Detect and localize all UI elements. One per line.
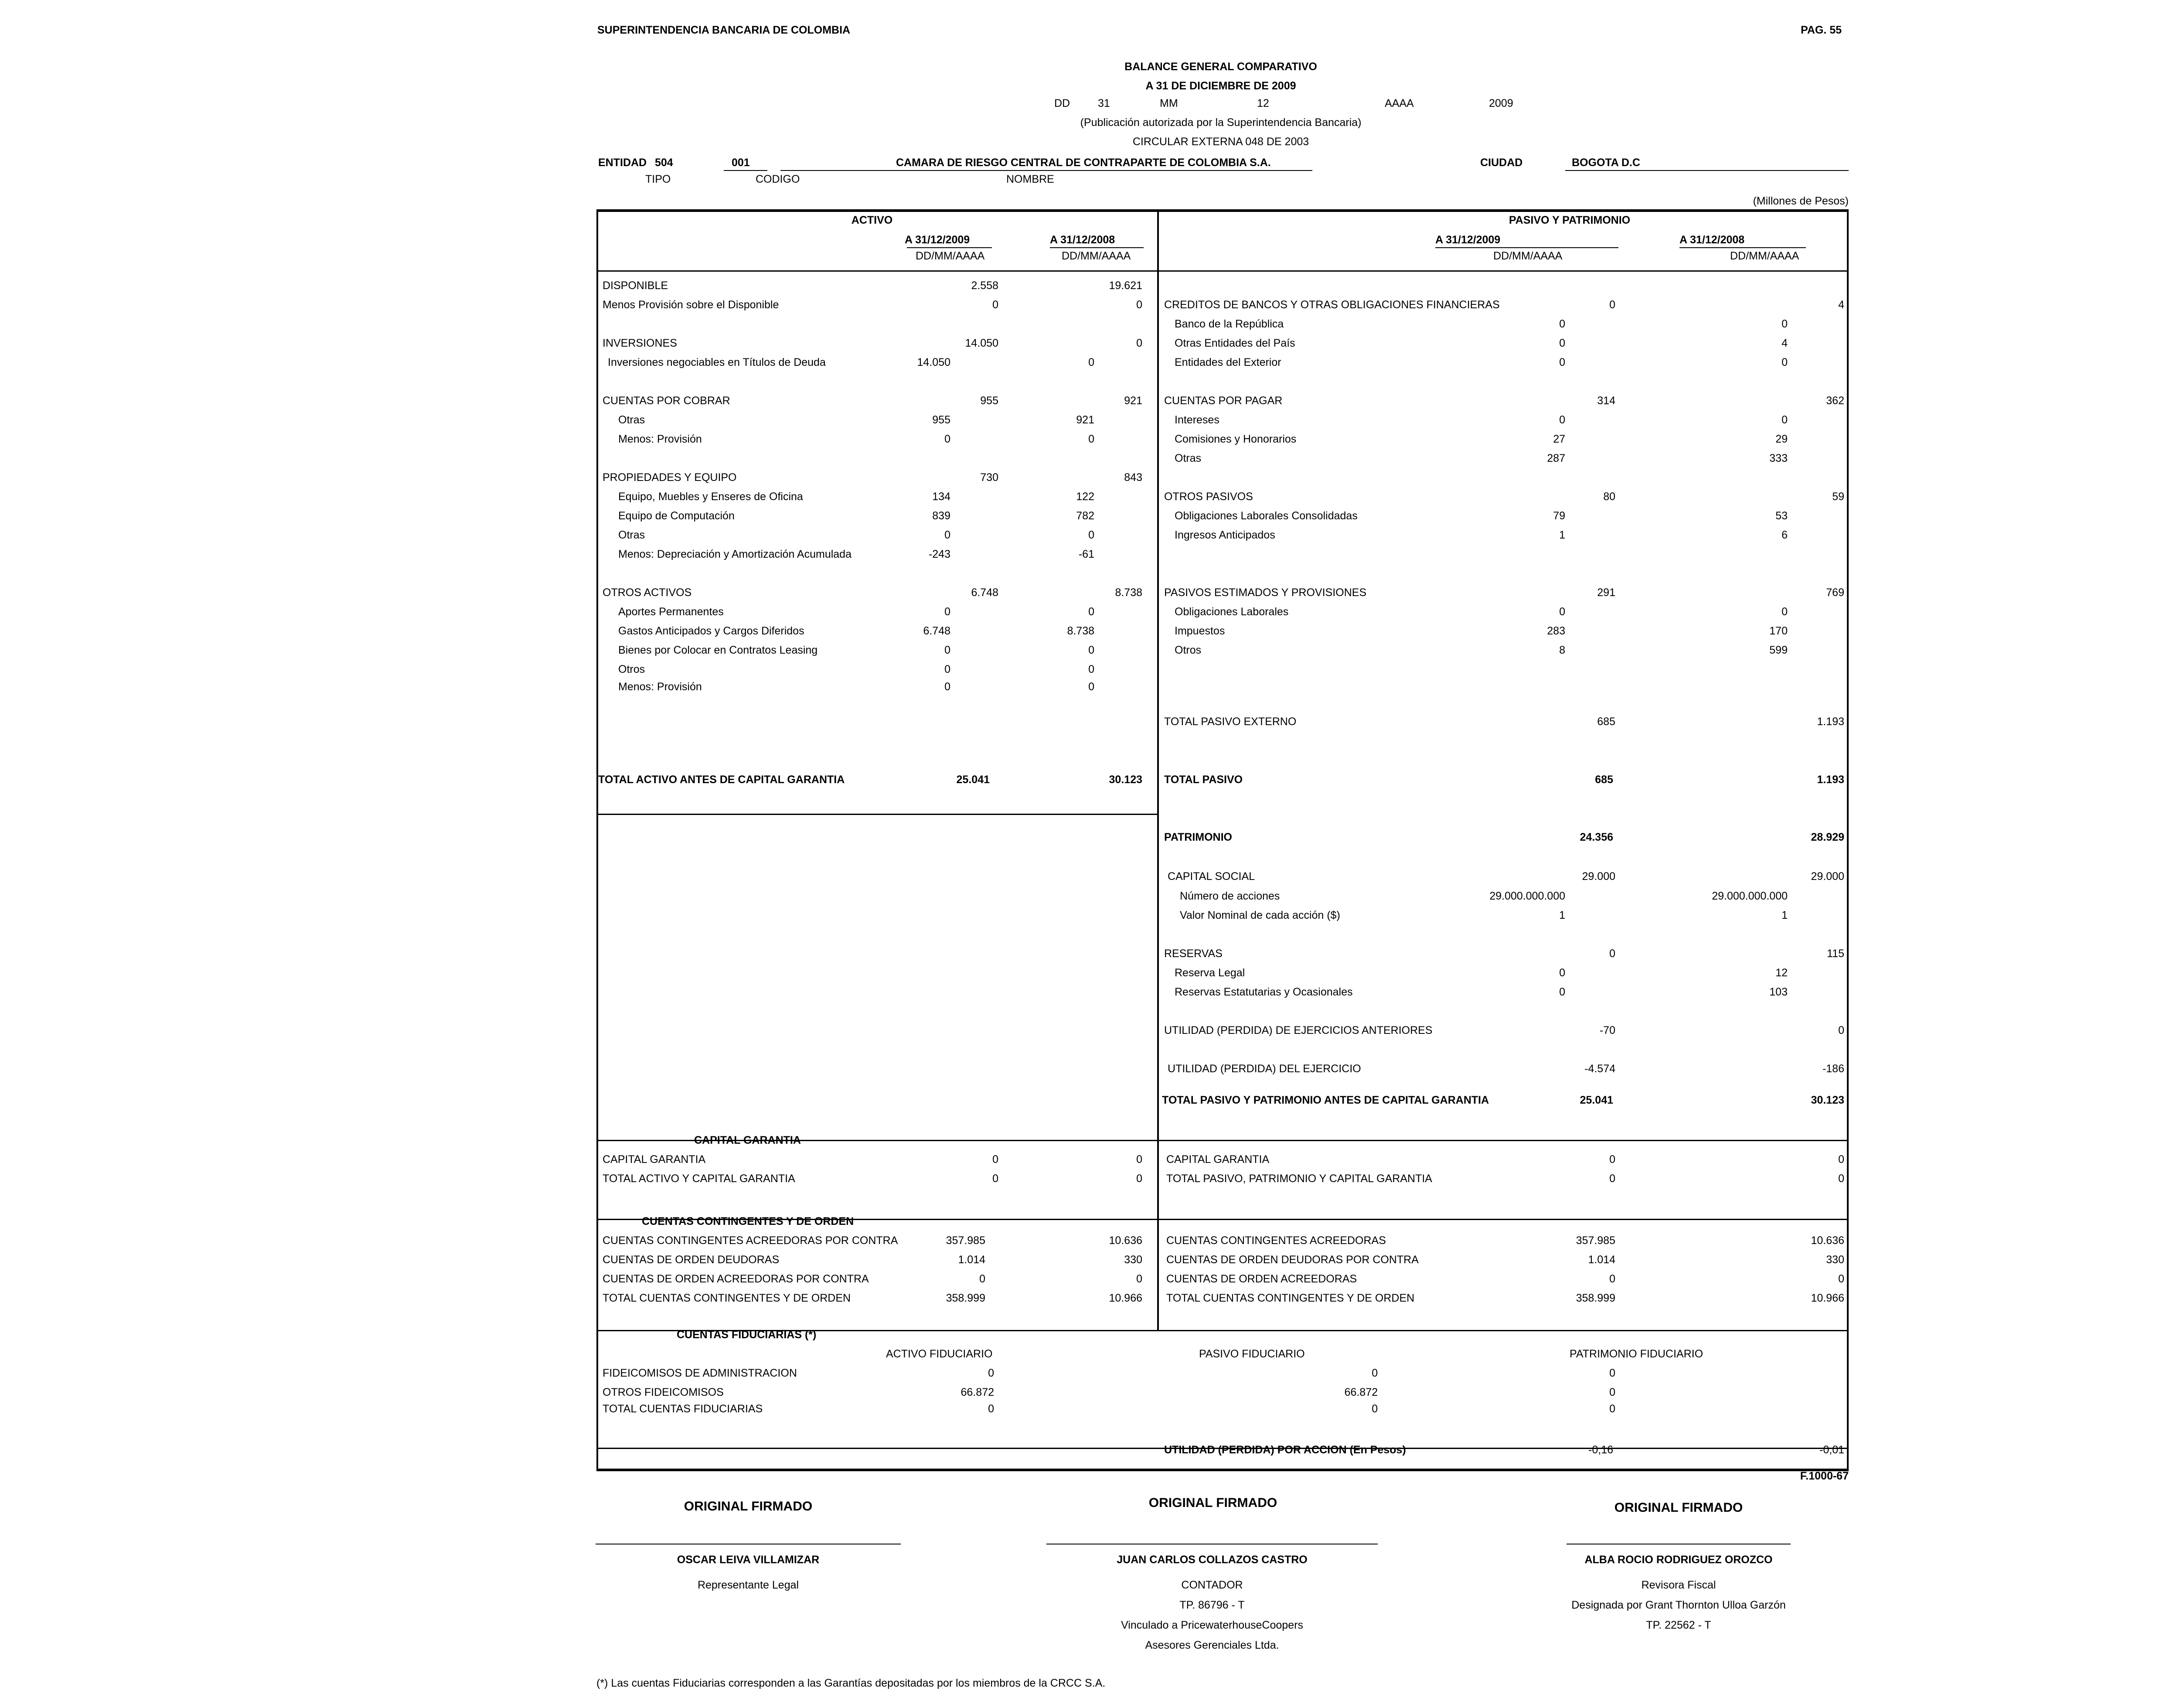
table-center-divider [1157, 209, 1159, 1331]
patrimonio-row-label: Reservas Estatutarias y Ocasionales [1175, 986, 1353, 998]
org-name: SUPERINTENDENCIA BANCARIA DE COLOMBIA [597, 24, 851, 36]
entity-label: ENTIDAD [598, 157, 647, 169]
contingentes-left-2009: 357.985 [946, 1234, 985, 1247]
pasivo-row-label: Obligaciones Laborales [1175, 606, 1289, 618]
capital-right-2-2008: 0 [1838, 1173, 1844, 1185]
activo-row-label: DISPONIBLE [603, 280, 668, 292]
capital-right-label-1: CAPITAL GARANTIA [1166, 1153, 1270, 1166]
pasivo-col2-underline [1679, 247, 1806, 248]
activo-row-label: Equipo, Muebles y Enseres de Oficina [618, 491, 803, 503]
pasivo-row-sub-2009: 27 [1553, 433, 1565, 445]
patrimonio-row-total-2009: 29.000 [1582, 870, 1615, 883]
activo-col1-header: A 31/12/2009 [905, 234, 970, 246]
form-code: F.1000-67 [1800, 1470, 1849, 1482]
activo-row-label: INVERSIONES [603, 337, 677, 349]
pasivo-row-sub-2009: 0 [1559, 337, 1565, 349]
contingentes-right-2009: 1.014 [1588, 1254, 1615, 1266]
patrimonio-row-sub-2008: 1 [1781, 909, 1788, 921]
pasivo-col2-header: A 31/12/2008 [1679, 234, 1745, 246]
activo-row-total-2009: 730 [980, 471, 998, 484]
mm-label: MM [1160, 97, 1178, 109]
pasivo-row-label: OTROS PASIVOS [1164, 491, 1253, 503]
pasivo-row-total-2008: 1.193 [1817, 716, 1844, 728]
pasivo-row-sub-2009: 0 [1559, 318, 1565, 330]
activo-row-sub-2009: 14.050 [917, 356, 950, 368]
activo-row-sub-2008: 0 [1088, 663, 1094, 675]
codigo-caption: CODIGO [756, 173, 800, 185]
patrimonio-2008: 28.929 [1811, 831, 1844, 843]
pasivo-row-sub-2008: 29 [1775, 433, 1788, 445]
activo-row-sub-2009: 839 [932, 510, 950, 522]
activo-col2-underline [1050, 247, 1144, 248]
contingentes-right-label: CUENTAS DE ORDEN ACREEDORAS [1166, 1273, 1357, 1285]
signature-2-role: CONTADOR [1181, 1579, 1243, 1591]
activo-total-2009: 25.041 [956, 774, 990, 786]
dd-label: DD [1054, 97, 1070, 109]
activo-total-2008: 30.123 [1109, 774, 1142, 786]
activo-row-sub-2008: 0 [1088, 529, 1094, 541]
contingentes-right-2009: 0 [1609, 1273, 1615, 1285]
capital-left-label-1: CAPITAL GARANTIA [603, 1153, 706, 1166]
pasivo-row-label: Otras Entidades del País [1175, 337, 1295, 349]
pasivo-row-label: CREDITOS DE BANCOS Y OTRAS OBLIGACIONES FINANCIERAS [1164, 299, 1500, 311]
activo-total-line [596, 814, 1159, 815]
total-pasivo-2008: 1.193 [1817, 774, 1844, 786]
contingentes-right-label: TOTAL CUENTAS CONTINGENTES Y DE ORDEN [1166, 1292, 1415, 1304]
activo-col1-format: DD/MM/AAAA [916, 250, 985, 262]
pasivo-row-sub-2009: 79 [1553, 510, 1565, 522]
pasivo-row-label: Otras [1175, 452, 1202, 464]
pasivo-row-label: Obligaciones Laborales Consolidadas [1175, 510, 1358, 522]
signature-2-name: JUAN CARLOS COLLAZOS CASTRO [1117, 1554, 1308, 1566]
activo-row-total-2009: 0 [992, 299, 998, 311]
entity-nombre: CAMARA DE RIESGO CENTRAL DE CONTRAPARTE DE COLOMBIA S.A. [896, 157, 1271, 169]
fiduciarias-patrimonio-header: PATRIMONIO FIDUCIARIO [1570, 1348, 1703, 1360]
pasivo-row-sub-2009: 0 [1559, 606, 1565, 618]
pasivo-patrimonio-total-2008: 30.123 [1811, 1094, 1844, 1106]
capital-right-1-2009: 0 [1609, 1153, 1615, 1166]
entity-tipo: 504 [655, 157, 673, 169]
contingentes-right-2008: 10.636 [1811, 1234, 1844, 1247]
fiduciarias-title: CUENTAS FIDUCIARIAS (*) [677, 1329, 817, 1341]
contingentes-right-label: CUENTAS CONTINGENTES ACREEDORAS [1166, 1234, 1386, 1247]
pasivo-row-label: Comisiones y Honorarios [1175, 433, 1297, 445]
signature-2-tp: TP. 86796 - T [1179, 1599, 1245, 1611]
capital-left-2-2008: 0 [1136, 1173, 1142, 1185]
pasivo-row-sub-2008: 0 [1781, 318, 1788, 330]
publication-note: (Publicación autorizada por la Superintendencia Bancaria) [1080, 116, 1362, 129]
activo-row-label: CUENTAS POR COBRAR [603, 395, 730, 407]
contingentes-left-label: CUENTAS CONTINGENTES ACREEDORAS POR CONTRA [603, 1234, 898, 1247]
activo-row-sub-2008: 8.738 [1067, 625, 1094, 637]
contingentes-left-2009: 0 [979, 1273, 985, 1285]
pasivo-row-label: PASIVOS ESTIMADOS Y PROVISIONES [1164, 586, 1367, 599]
contingentes-title: CUENTAS CONTINGENTES Y DE ORDEN [642, 1215, 854, 1227]
patrimonio-row-label: Valor Nominal de cada acción ($) [1180, 909, 1340, 921]
patrimonio-row-sub-2008: 29.000.000.000 [1712, 890, 1788, 902]
dd-value: 31 [1098, 97, 1110, 109]
activo-row-sub-2009: 955 [932, 414, 950, 426]
pasivo-row-sub-2008: 0 [1781, 356, 1788, 368]
pasivo-row-total-2009: 685 [1597, 716, 1615, 728]
pasivo-row-total-2008: 769 [1826, 586, 1844, 599]
capital-left-1-2009: 0 [992, 1153, 998, 1166]
activo-row-total-2009: 14.050 [965, 337, 998, 349]
total-pasivo-2009: 685 [1595, 774, 1613, 786]
pasivo-patrimonio-total-label: TOTAL PASIVO Y PATRIMONIO ANTES DE CAPITAL GARANTIA [1162, 1094, 1489, 1106]
contingentes-left-label: CUENTAS DE ORDEN ACREEDORAS POR CONTRA [603, 1273, 869, 1285]
contingentes-left-label: TOTAL CUENTAS CONTINGENTES Y DE ORDEN [603, 1292, 851, 1304]
activo-row-sub-2009: 0 [944, 663, 950, 675]
activo-row-sub-2009: 6.748 [923, 625, 950, 637]
pasivo-row-total-2008: 59 [1832, 491, 1844, 503]
pasivo-row-total-2009: 0 [1609, 299, 1615, 311]
activo-row-total-2009: 2.558 [971, 280, 998, 292]
pasivo-row-sub-2009: 1 [1559, 529, 1565, 541]
pasivo-row-total-2008: 362 [1826, 395, 1844, 407]
pasivo-row-sub-2009: 0 [1559, 356, 1565, 368]
contingentes-right-label: CUENTAS DE ORDEN DEUDORAS POR CONTRA [1166, 1254, 1419, 1266]
header-bottom-line [596, 270, 1849, 272]
fiduciarias-pasivo-value: 66.872 [1344, 1386, 1378, 1398]
patrimonio-row-label: Reserva Legal [1175, 967, 1245, 979]
patrimonio-row-total-2008: -186 [1822, 1063, 1844, 1075]
patrimonio-row-sub-2008: 12 [1775, 967, 1788, 979]
mm-value: 12 [1257, 97, 1269, 109]
signature-3-tp: TP. 22562 - T [1646, 1619, 1711, 1631]
contingentes-right-2008: 0 [1838, 1273, 1844, 1285]
pasivo-row-sub-2008: 4 [1781, 337, 1788, 349]
capital-right-label-2: TOTAL PASIVO, PATRIMONIO Y CAPITAL GARANTIA [1166, 1173, 1432, 1185]
signature-2-affiliation: Vinculado a PricewaterhouseCoopers [1121, 1619, 1303, 1631]
table-left-border [596, 209, 598, 1471]
fiduciarias-patrimonio-value: 0 [1609, 1386, 1615, 1398]
patrimonio-row-label: Número de acciones [1180, 890, 1280, 902]
pasivo-row-sub-2009: 283 [1547, 625, 1565, 637]
contingentes-left-2009: 1.014 [958, 1254, 985, 1266]
activo-row-sub-2008: 122 [1076, 491, 1094, 503]
utilidad-accion-2009: -0,16 [1588, 1444, 1613, 1456]
pasivo-row-sub-2008: 0 [1781, 606, 1788, 618]
city-label: CIUDAD [1480, 157, 1523, 169]
pasivo-row-total-2008: 4 [1838, 299, 1844, 311]
contingentes-left-2008: 0 [1136, 1273, 1142, 1285]
pasivo-row-total-2009: 314 [1597, 395, 1615, 407]
fiduciarias-row-label: FIDEICOMISOS DE ADMINISTRACION [603, 1367, 797, 1379]
activo-row-sub-2009: 134 [932, 491, 950, 503]
pasivo-row-sub-2008: 333 [1769, 452, 1788, 464]
fiduciarias-activo-header: ACTIVO FIDUCIARIO [886, 1348, 993, 1360]
activo-row-label: Aportes Permanentes [618, 606, 724, 618]
activo-row-total-2008: 0 [1136, 299, 1142, 311]
report-title: BALANCE GENERAL COMPARATIVO [1124, 61, 1317, 73]
patrimonio-row-total-2008: 0 [1838, 1024, 1844, 1036]
patrimonio-label: PATRIMONIO [1164, 831, 1233, 843]
patrimonio-row-total-2009: 0 [1609, 948, 1615, 960]
patrimonio-row-sub-2009: 0 [1559, 967, 1565, 979]
pasivo-col2-format: DD/MM/AAAA [1730, 250, 1799, 262]
activo-col1-underline [907, 247, 992, 248]
capital-left-label-2: TOTAL ACTIVO Y CAPITAL GARANTIA [603, 1173, 795, 1185]
fiduciarias-activo-value: 0 [988, 1367, 994, 1379]
activo-row-label: Otras [618, 529, 645, 541]
pasivo-row-label: TOTAL PASIVO EXTERNO [1164, 716, 1297, 728]
patrimonio-row-sub-2009: 1 [1559, 909, 1565, 921]
fiduciarias-row-label: TOTAL CUENTAS FIDUCIARIAS [603, 1403, 763, 1415]
pasivo-row-total-2009: 80 [1603, 491, 1615, 503]
pasivo-row-label: Ingresos Anticipados [1175, 529, 1275, 541]
fiduciarias-pasivo-value: 0 [1372, 1403, 1378, 1415]
tipo-caption: TIPO [645, 173, 671, 185]
pasivo-row-sub-2009: 287 [1547, 452, 1565, 464]
signature-1-role: Representante Legal [697, 1579, 799, 1591]
fiduciarias-activo-value: 66.872 [961, 1386, 994, 1398]
patrimonio-2009: 24.356 [1580, 831, 1613, 843]
units-note: (Millones de Pesos) [1753, 195, 1849, 207]
contingentes-left-2008: 10.636 [1109, 1234, 1142, 1247]
patrimonio-row-total-2009: -70 [1599, 1024, 1615, 1036]
pasivo-col1-header: A 31/12/2009 [1435, 234, 1501, 246]
patrimonio-row-total-2008: 115 [1827, 948, 1844, 960]
activo-row-label: Menos: Depreciación y Amortización Acumulada [618, 548, 852, 560]
pasivo-row-sub-2008: 170 [1769, 625, 1788, 637]
activo-row-label: Gastos Anticipados y Cargos Diferidos [618, 625, 804, 637]
activo-row-sub-2008: 0 [1088, 606, 1094, 618]
fiduciarias-pasivo-header: PASIVO FIDUCIARIO [1199, 1348, 1305, 1360]
pasivo-row-sub-2008: 0 [1781, 414, 1788, 426]
activo-row-sub-2008: 0 [1088, 681, 1094, 693]
table-top-border [596, 209, 1849, 212]
fiduciarias-patrimonio-value: 0 [1609, 1403, 1615, 1415]
contingentes-left-2009: 358.999 [946, 1292, 985, 1304]
activo-row-total-2008: 843 [1124, 471, 1142, 484]
contingentes-right-2008: 330 [1826, 1254, 1844, 1266]
pasivo-title: PASIVO Y PATRIMONIO [1509, 214, 1631, 226]
activo-col2-format: DD/MM/AAAA [1062, 250, 1131, 262]
patrimonio-row-sub-2009: 0 [1559, 986, 1565, 998]
pasivo-row-label: Impuestos [1175, 625, 1225, 637]
activo-col2-header: A 31/12/2008 [1050, 234, 1115, 246]
pasivo-row-label: Intereses [1175, 414, 1219, 426]
pasivo-row-sub-2008: 6 [1781, 529, 1788, 541]
activo-row-label: OTROS ACTIVOS [603, 586, 692, 599]
activo-row-total-2008: 0 [1136, 337, 1142, 349]
city-underline [1565, 170, 1849, 171]
activo-row-label: Menos: Provisión [618, 433, 702, 445]
page-number: PAG. 55 [1801, 24, 1842, 36]
pasivo-col1-format: DD/MM/AAAA [1493, 250, 1563, 262]
activo-row-label: Equipo de Computación [618, 510, 735, 522]
activo-row-total-2008: 8.738 [1115, 586, 1142, 599]
patrimonio-row-label: RESERVAS [1164, 948, 1223, 960]
table-right-border [1847, 209, 1849, 1471]
fiduciarias-pasivo-value: 0 [1372, 1367, 1378, 1379]
signature-2-affiliation-2: Asesores Gerenciales Ltda. [1145, 1639, 1279, 1651]
circular-note: CIRCULAR EXTERNA 048 DE 2003 [1132, 136, 1309, 148]
signature-3-name: ALBA ROCIO RODRIGUEZ OROZCO [1584, 1554, 1773, 1566]
contingentes-right-2009: 358.999 [1576, 1292, 1615, 1304]
contingentes-right-2008: 10.966 [1811, 1292, 1844, 1304]
activo-row-sub-2009: 0 [944, 433, 950, 445]
signature-1-status: ORIGINAL FIRMADO [684, 1499, 813, 1514]
capital-right-2-2009: 0 [1609, 1173, 1615, 1185]
pasivo-col1-underline [1435, 247, 1618, 248]
patrimonio-row-label: UTILIDAD (PERDIDA) DE EJERCICIOS ANTERIORES [1164, 1024, 1433, 1036]
activo-row-sub-2009: 0 [944, 529, 950, 541]
report-date: A 31 DE DICIEMBRE DE 2009 [1145, 80, 1296, 92]
capital-title: CAPITAL GARANTIA [694, 1134, 801, 1146]
patrimonio-row-total-2009: -4.574 [1584, 1063, 1615, 1075]
activo-row-sub-2008: 782 [1076, 510, 1094, 522]
patrimonio-row-label: CAPITAL SOCIAL [1168, 870, 1255, 883]
pasivo-row-label: Entidades del Exterior [1175, 356, 1281, 368]
capital-right-1-2008: 0 [1838, 1153, 1844, 1166]
patrimonio-row-sub-2008: 103 [1769, 986, 1788, 998]
activo-row-sub-2008: 921 [1076, 414, 1094, 426]
activo-total-label: TOTAL ACTIVO ANTES DE CAPITAL GARANTIA [598, 774, 845, 786]
activo-row-label: Otros [618, 663, 645, 675]
pasivo-row-label: Banco de la República [1175, 318, 1284, 330]
activo-row-label: Bienes por Colocar en Contratos Leasing [618, 644, 818, 656]
activo-row-sub-2009: 0 [944, 681, 950, 693]
activo-row-sub-2008: 0 [1088, 433, 1094, 445]
nombre-underline [780, 170, 1312, 171]
activo-row-sub-2008: 0 [1088, 356, 1094, 368]
contingentes-right-2009: 357.985 [1576, 1234, 1615, 1247]
activo-row-sub-2009: -243 [928, 548, 950, 560]
pasivo-row-sub-2008: 53 [1775, 510, 1788, 522]
activo-row-sub-2008: -61 [1078, 548, 1094, 560]
signature-2-status: ORIGINAL FIRMADO [1148, 1496, 1277, 1510]
activo-row-label: Menos: Provisión [618, 681, 702, 693]
nombre-caption: NOMBRE [1006, 173, 1054, 185]
pasivo-row-sub-2009: 0 [1559, 414, 1565, 426]
pasivo-row-sub-2009: 8 [1559, 644, 1565, 656]
pasivo-row-sub-2008: 599 [1769, 644, 1788, 656]
footnote: (*) Las cuentas Fiduciarias corresponden a las Garantías depositadas por los miembros de la CRCC S.A. [596, 1677, 1106, 1689]
activo-title: ACTIVO [851, 214, 893, 226]
signature-3-status: ORIGINAL FIRMADO [1614, 1500, 1743, 1515]
contingentes-left-2008: 330 [1124, 1254, 1142, 1266]
fiduciarias-patrimonio-value: 0 [1609, 1367, 1615, 1379]
contingentes-left-2008: 10.966 [1109, 1292, 1142, 1304]
aaaa-value: 2009 [1489, 97, 1513, 109]
activo-row-sub-2009: 0 [944, 644, 950, 656]
pasivo-row-total-2009: 291 [1597, 586, 1615, 599]
activo-row-label: PROPIEDADES Y EQUIPO [603, 471, 737, 484]
patrimonio-row-total-2008: 29.000 [1811, 870, 1844, 883]
utilidad-accion-2008: -0,01 [1819, 1444, 1844, 1456]
codigo-underline [724, 170, 767, 171]
activo-row-total-2008: 921 [1124, 395, 1142, 407]
pasivo-patrimonio-total-2009: 25.041 [1580, 1094, 1613, 1106]
activo-row-label: Inversiones negociables en Títulos de Deuda [608, 356, 826, 368]
contingentes-left-label: CUENTAS DE ORDEN DEUDORAS [603, 1254, 780, 1266]
fiduciarias-activo-value: 0 [988, 1403, 994, 1415]
entity-codigo: 001 [732, 157, 750, 169]
fiduciarias-row-label: OTROS FIDEICOMISOS [603, 1386, 724, 1398]
signature-1-name: OSCAR LEIVA VILLAMIZAR [677, 1554, 820, 1566]
table-bottom-border [596, 1469, 1849, 1471]
aaaa-label: AAAA [1385, 97, 1414, 109]
activo-row-total-2009: 6.748 [971, 586, 998, 599]
patrimonio-row-sub-2009: 29.000.000.000 [1489, 890, 1565, 902]
activo-row-sub-2009: 0 [944, 606, 950, 618]
activo-row-label: Otras [618, 414, 645, 426]
patrimonio-row-label: UTILIDAD (PERDIDA) DEL EJERCICIO [1168, 1063, 1361, 1075]
activo-row-total-2009: 955 [980, 395, 998, 407]
capital-left-2-2009: 0 [992, 1173, 998, 1185]
activo-row-total-2008: 19.621 [1109, 280, 1142, 292]
capital-left-1-2008: 0 [1136, 1153, 1142, 1166]
utilidad-accion-label: UTILIDAD (PERDIDA) POR ACCION (En Pesos) [1164, 1444, 1406, 1456]
pasivo-row-label: CUENTAS POR PAGAR [1164, 395, 1283, 407]
signature-3-designation: Designada por Grant Thornton Ulloa Garzón [1571, 1599, 1786, 1611]
pasivo-row-label: Otros [1175, 644, 1202, 656]
city-value: BOGOTA D.C [1572, 157, 1640, 169]
signature-3-role: Revisora Fiscal [1641, 1579, 1716, 1591]
total-pasivo-label: TOTAL PASIVO [1164, 774, 1243, 786]
activo-row-label: Menos Provisión sobre el Disponible [603, 299, 779, 311]
activo-row-sub-2008: 0 [1088, 644, 1094, 656]
